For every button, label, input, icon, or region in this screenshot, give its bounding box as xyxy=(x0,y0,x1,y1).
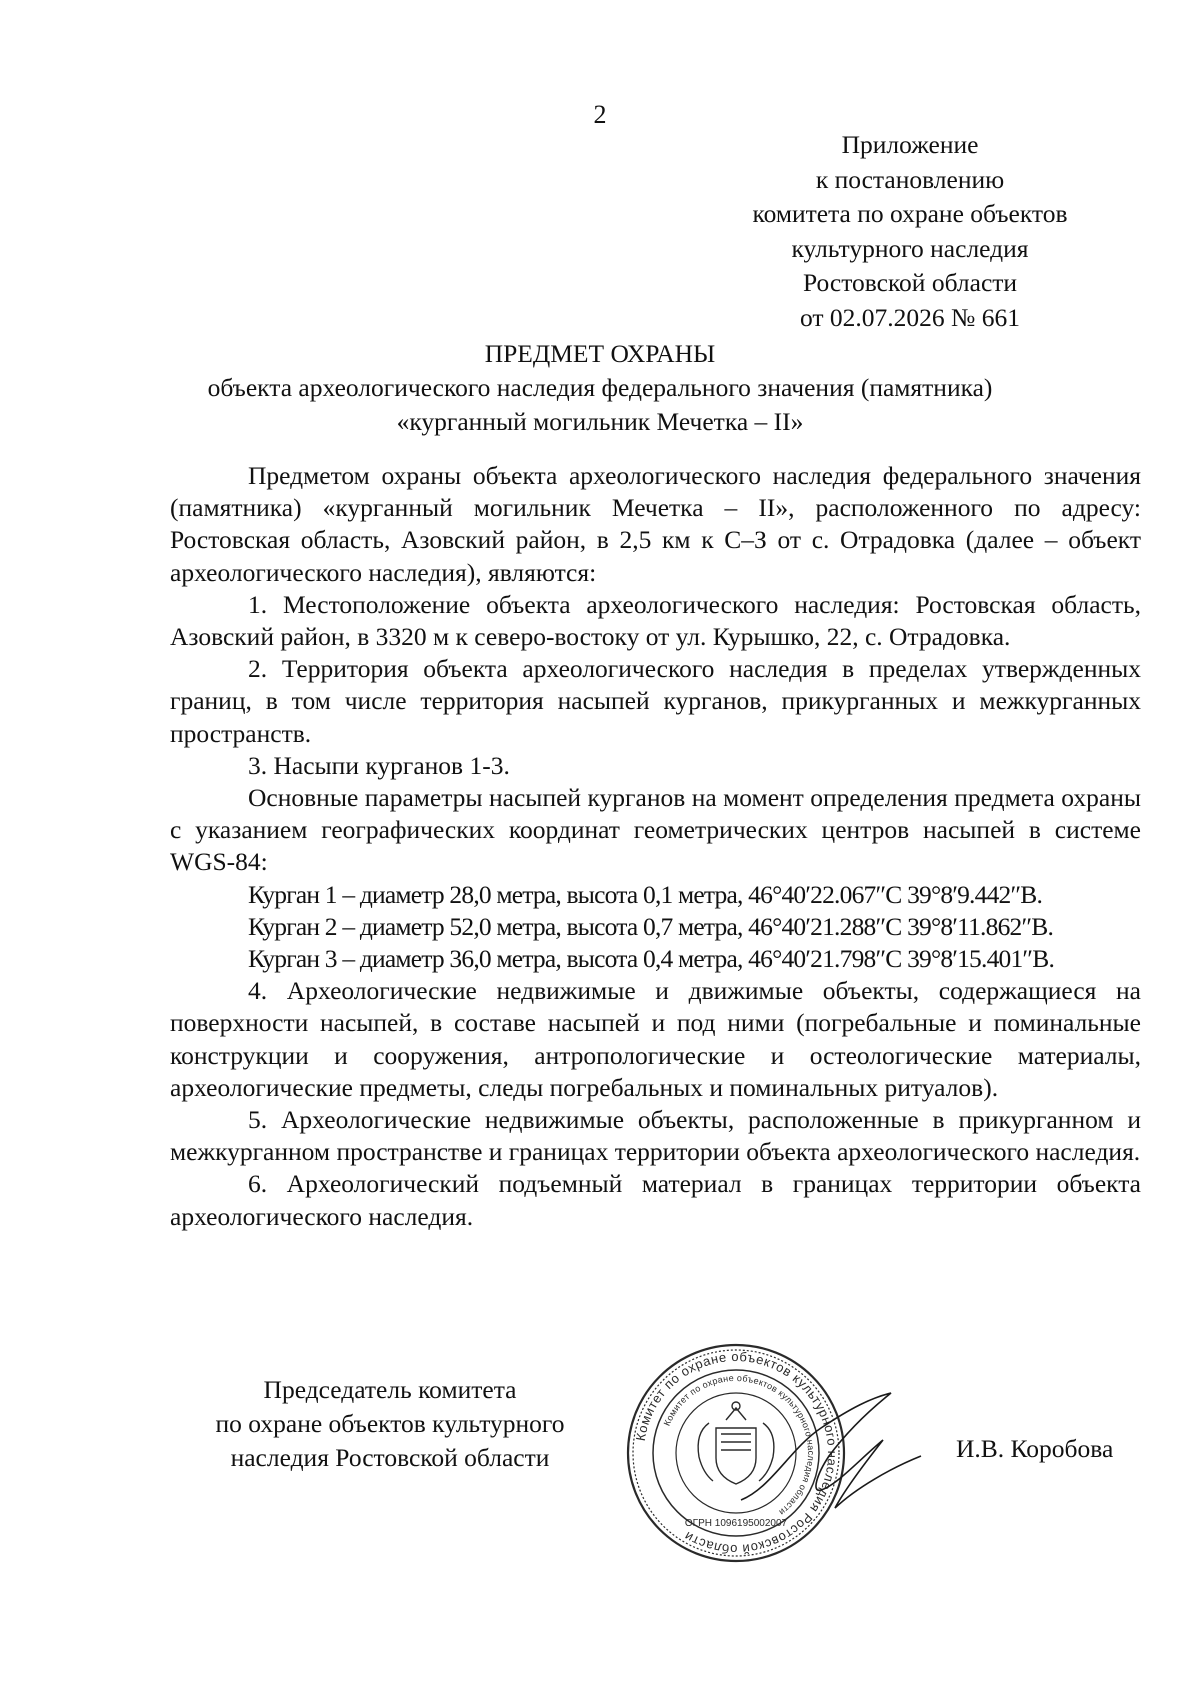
document-title: ПРЕДМЕТ ОХРАНЫ xyxy=(484,339,716,368)
signatory-name: И.В. Коробова xyxy=(956,1434,1114,1463)
signatory-position-line: Председатель комитета xyxy=(263,1375,517,1404)
seal-registration-code: ОГРН 1096195002007 xyxy=(684,1518,788,1529)
mound-3-line: Курган 3 – диаметр 36,0 метра, высота 0,4 метра, 46°40′21.798″С 39°8′15.401″В. xyxy=(248,944,1055,974)
seal-inner-text: Комитет по охране объектов культурного наследия области xyxy=(661,1372,817,1518)
appendix-line: культурного наследия xyxy=(791,233,1029,263)
page-number: 2 xyxy=(593,100,607,129)
appendix-line: Ростовской области xyxy=(802,268,1018,297)
seal-outer-text: Комитет по охране объектов культурного наследия Ростовской области xyxy=(632,1348,841,1558)
mound-1-line: Курган 1 – диаметр 28,0 метра, высота 0,1 метра, 46°40′22.067″С 39°8′9.442″В. xyxy=(248,879,1043,909)
document-title-block xyxy=(0,337,1200,439)
official-seal-stamp xyxy=(621,1328,951,1578)
appendix-date-number: от 02.07.2026 № 661 xyxy=(799,302,1020,332)
appendix-line: комитета по охране объектов xyxy=(752,199,1068,228)
item-territory: 2. Территория объекта археологического наследия в пределах утвержденных границ, в том числе территория насыпей курганов, прикурганных и межкурганных пространств. xyxy=(170,654,1141,748)
document-body xyxy=(170,460,1141,1233)
appendix-line: к постановлению xyxy=(815,164,1005,194)
appendix-block xyxy=(740,128,1080,335)
signatory-position xyxy=(190,1373,590,1475)
item-mounds: 3. Насыпи курганов 1-3. xyxy=(248,750,510,780)
signatory-position-line: по охране объектов культурного xyxy=(215,1409,565,1438)
coat-of-arms-icon xyxy=(698,1402,774,1484)
appendix-line: Приложение xyxy=(841,130,979,159)
item-immovable-objects: 5. Археологические недвижимые объекты, расположенные в прикурганном и межкурганном пространстве и границах территории объекта археологического наследия. xyxy=(170,1105,1141,1167)
intro-paragraph: Предметом охраны объекта археологического наследия федерального значения (памятника) «курганный могильник Мечетка – II», расположенного по адресу: Ростовская область, Азовский район, в 2,5 км к С–З от с. Отрадовка (далее – объект археологического наследия), являются: xyxy=(170,461,1141,587)
document-subtitle: объекта археологического наследия федерального значения (памятника) xyxy=(207,373,993,402)
item-archaeological-objects: 4. Археологические недвижимые и движимые объекты, содержащиеся на поверхности насыпей, в составе насыпей и под ними (погребальные и поминальные конструкции и сооружения, антропологические и остеологические материалы, археологические предметы, следы погребальных и поминальных ритуалов). xyxy=(170,976,1141,1102)
object-name: «курганный могильник Мечетка – II» xyxy=(396,407,804,436)
item-location: 1. Местоположение объекта археологического наследия: Ростовская область, Азовский район, в 3320 м к северо-востоку от ул. Курышко, 22, с. Отрадовка. xyxy=(170,589,1141,652)
signatory-position-line: наследия Ростовской области xyxy=(230,1443,550,1472)
mound-2-line: Курган 2 – диаметр 52,0 метра, высота 0,7 метра, 46°40′21.288″С 39°8′11.862″В. xyxy=(248,911,1054,941)
item-surface-material: 6. Археологический подъемный материал в границах территории объекта археологического наследия. xyxy=(170,1169,1141,1231)
mound-parameters-paragraph: Основные параметры насыпей курганов на момент определения предмета охраны с указанием географических координат геометрических центров насыпей в системе WGS-84: xyxy=(170,783,1141,877)
